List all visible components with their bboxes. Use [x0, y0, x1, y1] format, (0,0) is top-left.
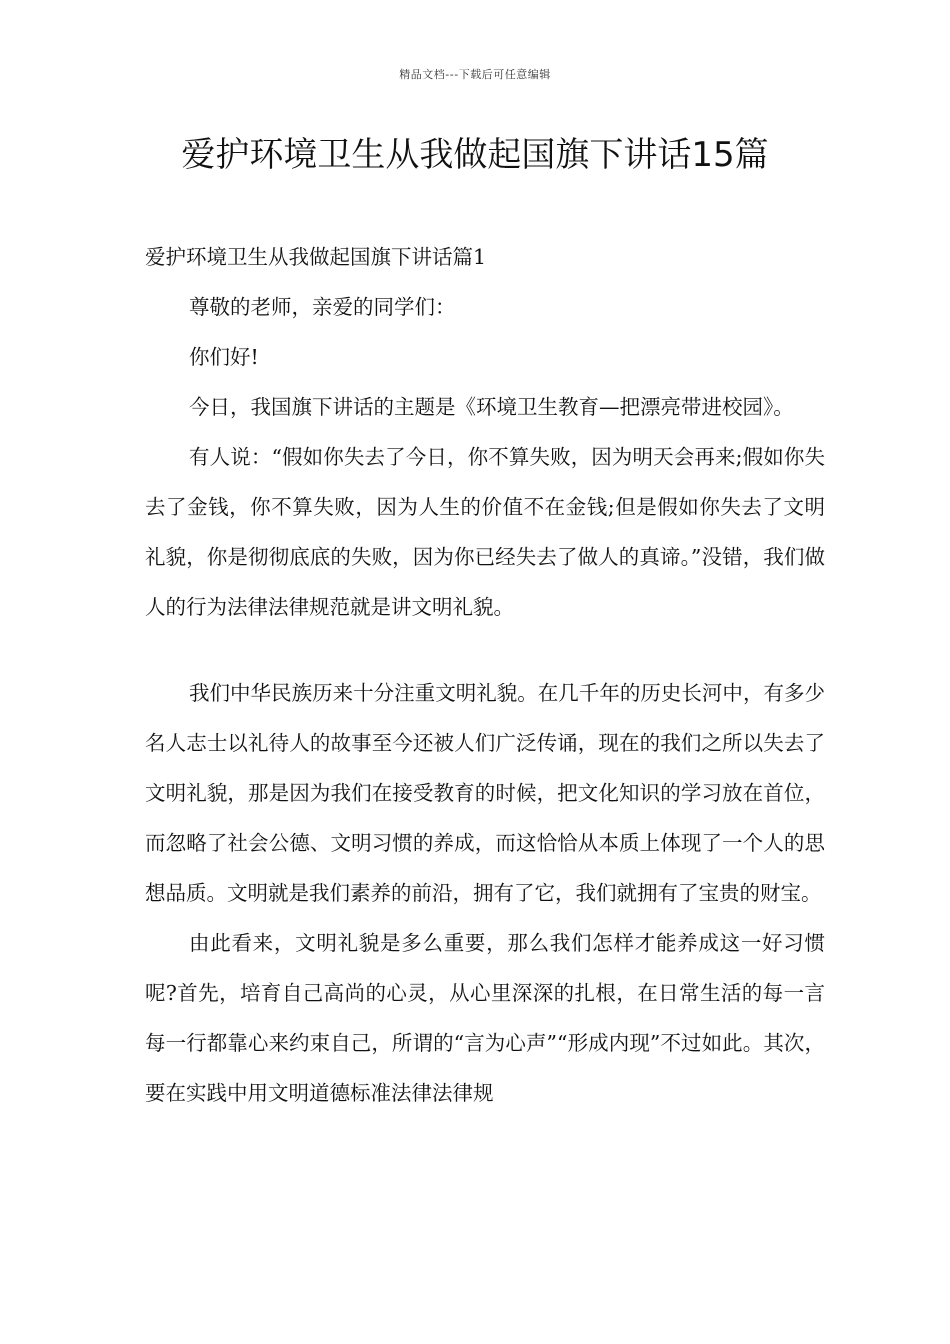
page-header: 精品文档---下载后可任意编辑 — [399, 68, 551, 81]
document-body — [145, 232, 825, 1118]
topic-paragraph: 今日，我国旗下讲话的主题是《环境卫生教育—把漂亮带进校园》。 — [189, 395, 794, 419]
quote-paragraph: 有人说：“假如你失去了今日，你不算失败，因为明天会再来;假如你失去了金钱，你不算失败，因为人生的价值不在金钱;但是假如你失去了文明礼貌，你是彻彻底底的失败，因为你已经失去了做人的真谛。”没错，我们做人的行为法律法律规范就是讲文明礼貌。 — [145, 445, 825, 619]
history-paragraph: 我们中华民族历来十分注重文明礼貌。在几千年的历史长河中，有多少名人志士以礼待人的故事至今还被人们广泛传诵，现在的我们之所以失去了文明礼貌，那是因为我们在接受教育的时候，把文化知识的学习放在首位，而忽略了社会公德、文明习惯的养成，而这恰恰从本质上体现了一个人的思想品质。文明就是我们素养的前沿，拥有了它，我们就拥有了宝贵的财宝。 — [145, 681, 825, 905]
section-heading: 爱护环境卫生从我做起国旗下讲话篇1 — [145, 245, 487, 269]
habit-paragraph: 由此看来，文明礼貌是多么重要，那么我们怎样才能养成这一好习惯呢?首先，培育自己高尚的心灵，从心里深深的扎根，在日常生活的每一言每一行都靠心来约束自己，所谓的“言为心声”“形成内现”不过如此。其次，要在实践中用文明道德标准法律法律规 — [145, 931, 825, 1105]
document-title: 爱护环境卫生从我做起国旗下讲话15篇 — [181, 135, 769, 175]
paragraph-spacer — [145, 632, 825, 668]
hello-paragraph: 你们好! — [189, 345, 259, 369]
greeting-paragraph: 尊敬的老师，亲爱的同学们： — [189, 295, 456, 319]
